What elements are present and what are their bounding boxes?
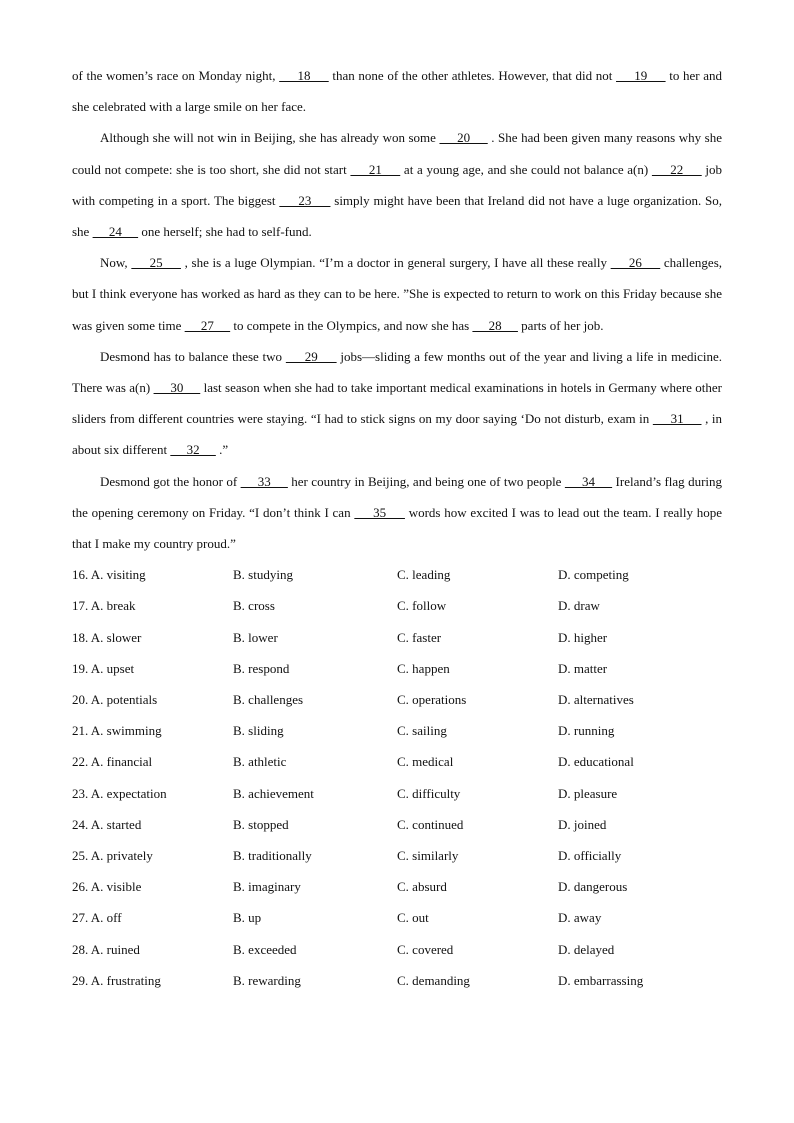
- option-a: 25. A. privately: [72, 847, 153, 863]
- document-page: [72, 60, 722, 996]
- option-c: C. sailing: [397, 723, 447, 739]
- option-b: B. traditionally: [233, 847, 312, 863]
- passage-text: Now,: [100, 255, 132, 271]
- passage-text: challenges, but I think everyone has worked as hard as they can to be here. ”She is expected to return to work on this Friday because she was given some time: [72, 255, 723, 333]
- option-d: D. away: [558, 910, 602, 926]
- option-c: C. faster: [397, 629, 442, 645]
- option-b: B. challenges: [233, 692, 304, 707]
- option-c: C. follow: [397, 598, 447, 614]
- passage-text: Desmond has to balance these two: [100, 348, 286, 364]
- option-c: C. operations: [397, 692, 467, 707]
- passage-text: . She had been given many reasons why she could not compete: she is too short, she did not start: [72, 130, 722, 177]
- option-d: D. competing: [558, 567, 629, 583]
- option-a: 26. A. visible: [72, 879, 142, 895]
- option-c: C. difficulty: [397, 785, 461, 801]
- question-row: [72, 622, 722, 653]
- passage-text: Desmond got the honor of: [100, 473, 241, 489]
- blank-20: 20: [439, 130, 488, 146]
- option-a: 24. A. started: [72, 816, 142, 832]
- option-a: 23. A. expectation: [72, 785, 167, 801]
- passage-text: , in about six different: [72, 411, 722, 458]
- passage-text: to her and she celebrated with a large smile on her face.: [72, 68, 723, 115]
- option-a: 17. A. break: [72, 598, 136, 614]
- passage-text: Ireland’s flag during the opening ceremony on Friday. “I don’t think I can: [72, 473, 723, 520]
- passage-text: of the women’s race on Monday night,: [72, 68, 280, 83]
- blank-22: 22: [651, 161, 702, 177]
- blank-33: 33: [240, 473, 288, 489]
- passage-text: jobs—sliding a few months out of the year and living a life in medicine. There was a(n): [72, 348, 722, 396]
- blank-30: 30: [153, 380, 201, 396]
- option-d: D. educational: [558, 754, 634, 770]
- question-row: [72, 684, 722, 715]
- question-row: [72, 653, 722, 684]
- passage-text: simply might have been that Ireland did not have a luge organization. So, she: [72, 192, 723, 240]
- option-d: D. higher: [558, 629, 608, 645]
- question-row: [72, 559, 722, 590]
- option-c: C. happen: [397, 660, 450, 676]
- passage-paragraph-4: [72, 341, 722, 466]
- option-d: D. matter: [558, 660, 608, 676]
- option-d: D. dangerous: [558, 879, 628, 895]
- option-c: C. demanding: [397, 972, 470, 988]
- option-b: B. stopped: [233, 816, 289, 832]
- option-d: D. pleasure: [558, 785, 618, 801]
- option-c: C. similarly: [397, 847, 459, 863]
- option-a: 28. A. ruined: [72, 941, 140, 957]
- option-c: C. leading: [397, 567, 451, 583]
- option-b: B. cross: [233, 598, 275, 614]
- question-row: [72, 778, 722, 809]
- option-b: B. respond: [233, 660, 290, 676]
- option-b: B. studying: [233, 567, 293, 583]
- option-b: B. imaginary: [233, 879, 301, 895]
- option-b: B. sliding: [233, 723, 284, 739]
- blank-34: 34: [564, 473, 613, 489]
- blank-24: 24: [92, 224, 139, 240]
- option-a: 21. A. swimming: [72, 723, 162, 739]
- option-a: 29. A. frustrating: [72, 972, 161, 988]
- option-b: B. athletic: [233, 754, 287, 770]
- option-d: D. joined: [558, 816, 607, 832]
- question-row: [72, 902, 722, 933]
- passage-text: to compete in the Olympics, and now she has: [230, 317, 473, 333]
- passage-paragraph-5: [72, 466, 722, 560]
- passage-text: parts of her job.: [517, 317, 604, 333]
- question-row: [72, 840, 722, 871]
- blank-28: 28: [472, 317, 518, 333]
- blank-18: 18: [279, 68, 329, 83]
- blank-26: 26: [610, 255, 661, 271]
- option-a: 16. A. visiting: [72, 567, 146, 583]
- option-a: 22. A. financial: [72, 754, 153, 770]
- passage-text: at a young age, and she could not balance a(n): [400, 161, 652, 177]
- passage-paragraph-1: [72, 60, 722, 122]
- option-c: C. absurd: [397, 879, 447, 895]
- option-a: 20. A. potentials: [72, 692, 158, 707]
- option-a: 19. A. upset: [72, 660, 135, 676]
- option-b: B. up: [233, 910, 262, 926]
- passage-text: , she is a luge Olympian. “I’m a doctor in general surgery, I have all these really: [180, 255, 611, 271]
- question-row: [72, 809, 722, 840]
- blank-31: 31: [652, 411, 702, 427]
- option-a: 18. A. slower: [72, 629, 142, 645]
- passage-text: Although she will not win in Beijing, she has already won some: [100, 130, 440, 146]
- passage-text: her country in Beijing, and being one of two people: [287, 473, 565, 489]
- question-row: [72, 715, 722, 746]
- option-d: D. alternatives: [558, 692, 634, 707]
- option-c: C. continued: [397, 816, 464, 832]
- passage-text: words how excited I was to lead out the team. I really hope that I make my country proud.”: [72, 504, 722, 552]
- question-row: [72, 746, 722, 777]
- option-d: D. running: [558, 723, 615, 739]
- passage-text: one herself; she had to self-fund.: [138, 224, 312, 240]
- option-d: D. draw: [558, 598, 600, 614]
- blank-25: 25: [131, 255, 181, 271]
- blank-32: 32: [170, 442, 216, 458]
- option-c: C. out: [397, 910, 429, 926]
- option-b: B. rewarding: [233, 972, 301, 988]
- blank-19: 19: [616, 68, 666, 83]
- answer-options: [72, 559, 722, 996]
- option-d: D. delayed: [558, 941, 615, 957]
- question-row: [72, 871, 722, 902]
- passage-paragraph-3: [72, 247, 722, 341]
- option-d: D. officially: [558, 847, 622, 863]
- question-row: [72, 590, 722, 621]
- passage-text: job with competing in a sport. The biggest: [72, 161, 723, 208]
- blank-35: 35: [354, 504, 405, 520]
- blank-27: 27: [184, 317, 231, 333]
- option-c: C. covered: [397, 941, 454, 957]
- question-row: [72, 934, 722, 965]
- passage-text: .”: [215, 442, 229, 458]
- passage-text: than none of the other athletes. However, that did not: [328, 68, 617, 83]
- blank-23: 23: [279, 192, 331, 208]
- option-c: C. medical: [397, 754, 454, 770]
- blank-29: 29: [285, 348, 337, 364]
- passage-paragraph-2: [72, 122, 722, 247]
- option-d: D. embarrassing: [558, 972, 644, 988]
- option-a: 27. A. off: [72, 910, 122, 926]
- option-b: B. achievement: [233, 785, 314, 801]
- blank-21: 21: [350, 161, 401, 177]
- passage-text: last season when she had to take important medical examinations in hotels in Germany where other sliders from different countries were staying. “I had to stick signs on my door saying ‘Do not disturb, exam in: [72, 380, 722, 427]
- option-b: B. lower: [233, 629, 278, 645]
- question-row: [72, 965, 722, 996]
- option-b: B. exceeded: [233, 941, 297, 957]
